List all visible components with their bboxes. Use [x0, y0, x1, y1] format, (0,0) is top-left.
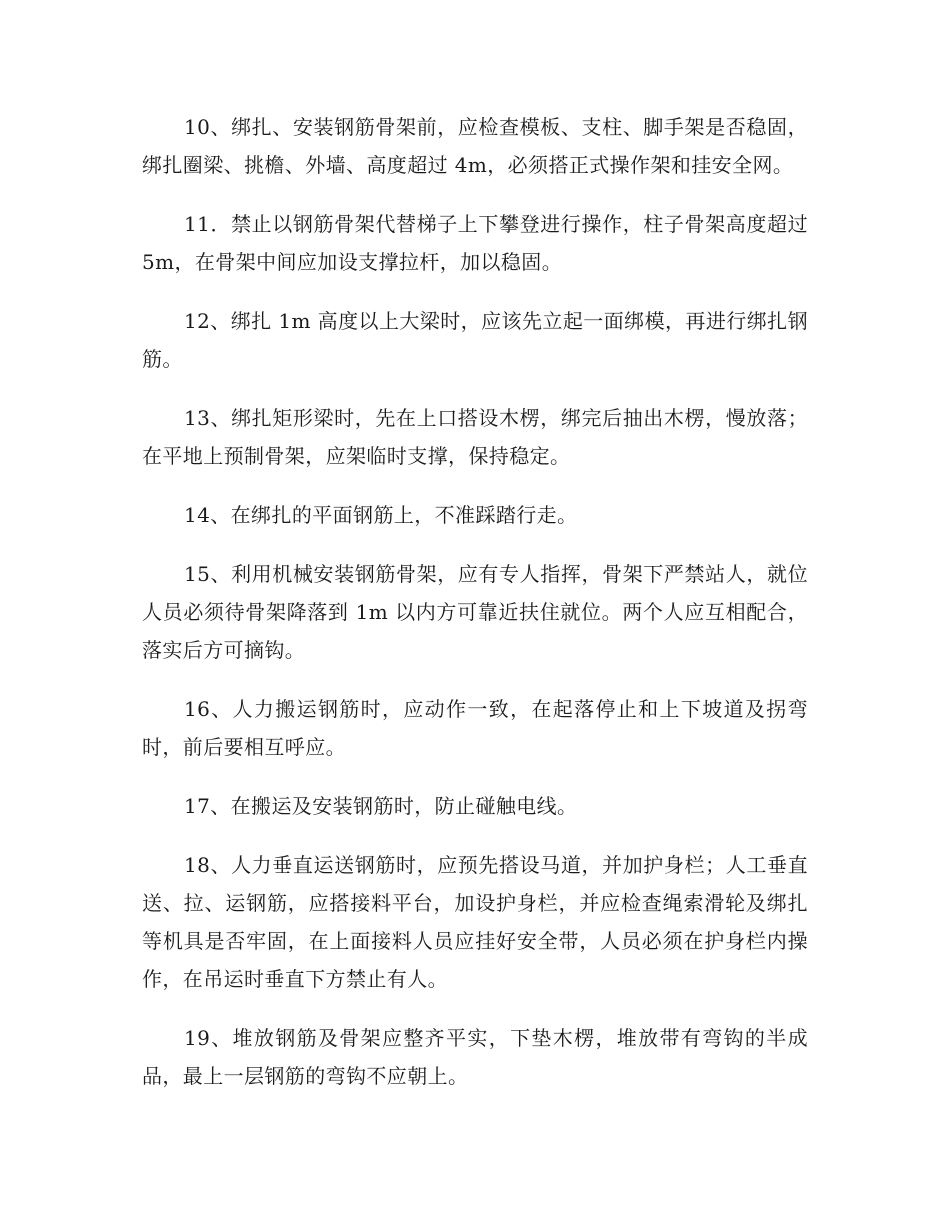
document-body	[142, 108, 808, 1116]
paragraph-14: 14、在绑扎的平面钢筋上，不准踩踏行走。	[184, 503, 578, 527]
paragraph-18: 18、人力垂直运送钢筋时，应预先搭设马道，并加护身栏；人工垂直送、拉、运钢筋，应搭接料平台，加设护身栏，并应检查绳索滑轮及绑扎等机具是否牢固，在上面接料人员应挂好安全带，人员必须在护身栏内操作，在吊运时垂直下方禁止有人。	[142, 853, 808, 991]
paragraph-17: 17、在搬运及安装钢筋时，防止碰触电线。	[184, 794, 578, 818]
paragraph-12: 12、绑扎 1m 高度以上大梁时，应该先立起一面绑模，再进行绑扎钢筋。	[142, 309, 808, 371]
paragraph-10: 10、绑扎、安装钢筋骨架前，应检查模板、支柱、脚手架是否稳固，绑扎圈梁、挑檐、外墙、高度超过 4m，必须搭正式操作架和挂安全网。	[142, 115, 808, 177]
paragraph-19: 19、堆放钢筋及骨架应整齐平实，下垫木楞，堆放带有弯钩的半成品，最上一层钢筋的弯钩不应朝上。	[142, 1026, 808, 1088]
paragraph-13: 13、绑扎矩形梁时，先在上口搭设木楞，绑完后抽出木楞，慢放落；在平地上预制骨架，应架临时支撑，保持稳定。	[142, 406, 808, 468]
paragraph-15: 15、利用机械安装钢筋骨架，应有专人指挥，骨架下严禁站人，就位人员必须待骨架降落到 1m 以内方可靠近扶住就位。两个人应互相配合，落实后方可摘钩。	[142, 562, 808, 662]
paragraph-16: 16、人力搬运钢筋时，应动作一致，在起落停止和上下坡道及拐弯时，前后要相互呼应。	[142, 697, 808, 759]
paragraph-11: 11．禁止以钢筋骨架代替梯子上下攀登进行操作，柱子骨架高度超过 5m，在骨架中间应加设支撑拉杆，加以稳固。	[142, 212, 808, 274]
